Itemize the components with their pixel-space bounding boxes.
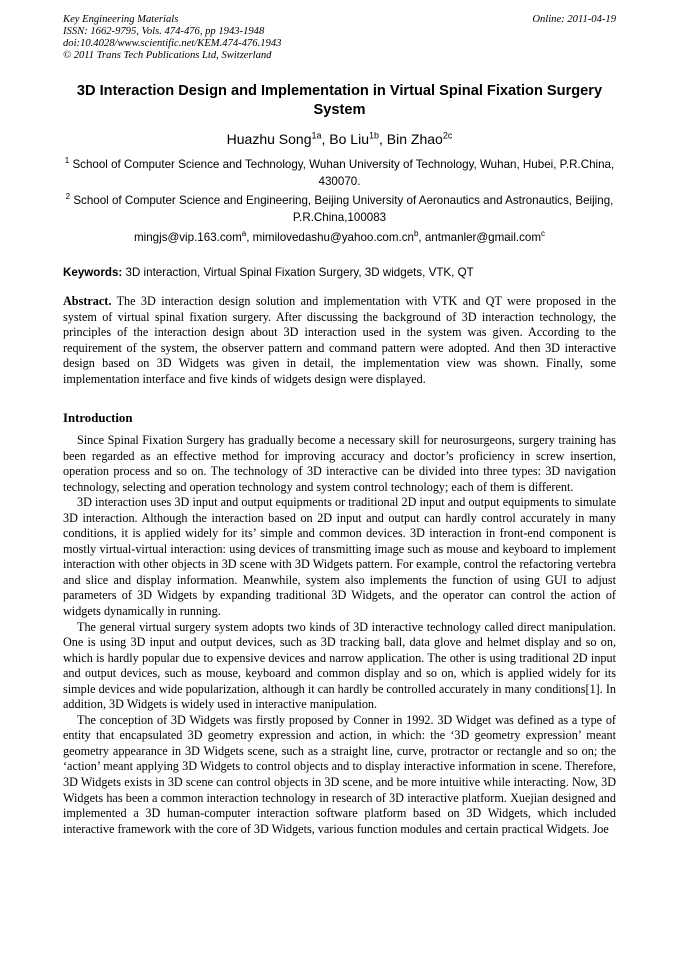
paragraph: 3D interaction uses 3D input and output equipments or traditional 2D input and output equipments to simulate 3D interaction. Although the interaction based on 2D input and output can hardly control accurately in many conditions, it is applied widely for its’ simple and common devices. 3D interaction in front-end component is mostly virtual-virtual interaction: using devices of transmitting image such as mouse and keyboard to implement interaction with other objects in 3D scene with 3D Widgets pattern. For example, control the refactoring vertebra and slice and display information. Meanwhile, system also implements the function of using GUI to adjust parameters of 3D Widgets by expanding traditional 3D Widgets, and the operator can control the action of widgets dynamically in running. — [63, 495, 616, 619]
email-mark: a — [241, 229, 247, 239]
author-separator: , — [321, 131, 330, 147]
author-affiliation-mark: 2c — [442, 130, 453, 141]
email-link[interactable]: antmanler@gmail.com — [424, 231, 542, 244]
affiliation-text: School of Computer Science and Engineering, Beijing University of Aeronautics and Astronautics, Beijing, P.R.China,100083 — [73, 194, 614, 224]
abstract-label: Abstract. — [63, 294, 112, 308]
journal-doi: doi:10.4028/www.scientific.net/KEM.474-476.1943 — [63, 38, 282, 49]
email-link[interactable]: mimilovedashu@yahoo.com.cn — [252, 231, 414, 244]
affiliation-number: 2 — [65, 192, 71, 202]
abstract — [63, 294, 616, 388]
email-separator: , — [246, 231, 253, 244]
journal-header — [63, 14, 616, 62]
paragraph: The conception of 3D Widgets was firstly proposed by Conner in 1992. 3D Widget was defined as a type of entity that encapsulated 3D geometry expression and action, in which: the ‘3D geometry expression’ meant geometry appearance in 3D Widgets scene, such as a straight line, curve, protractor or rectangle and so on; the ‘action’ meant applying 3D Widgets to control objects and to display interactive information in scene. Therefore, 3D Widgets exists in 3D scene can control objects in 3D scene, and be more intuitive while interacting. Now, 3D Widgets has been a common interaction technology in research of 3D interactive platform. Xuejian designed and implemented a 3D human-computer interaction software platform based on 3D Widgets, which included interactive framework with the core of 3D Widgets, various function modules and certain practical Widgets. Joe — [63, 712, 616, 836]
author-separator: , — [379, 131, 387, 147]
paragraph: The general virtual surgery system adopts two kinds of 3D interactive technology called direct manipulation. One is using 3D input and output devices, such as 3D tracking ball, data glove and helmet display and so on, which is hardly popular due to expensive devices and narrow application. The other is using traditional 2D input and output devices, such as mouse, keyboard and common display and so on, which is applied widely for its simple devices and wide popularization, although it can hardly be controlled accurately in many conditions[1]. In addition, 3D Widgets is widely used in interactive manipulation. — [63, 619, 616, 712]
journal-copyright: © 2011 Trans Tech Publications Ltd, Switzerland — [63, 50, 272, 61]
email-mark: b — [413, 229, 419, 239]
email-link[interactable]: mingjs@vip.163.com — [133, 231, 242, 244]
email-list — [63, 229, 616, 246]
keywords — [63, 264, 616, 281]
keywords-text: 3D interaction, Virtual Spinal Fixation Surgery, 3D widgets, VTK, QT — [125, 266, 474, 279]
affiliation-text: School of Computer Science and Technology, Wuhan University of Technology, Wuhan, Hubei, P.R.China, 430070. — [72, 158, 615, 188]
journal-issn: ISSN: 1662-9795, Vols. 474-476, pp 1943-1948 — [63, 26, 265, 37]
email-mark: c — [541, 229, 546, 239]
author-name: Bin Zhao — [386, 131, 443, 147]
abstract-text: The 3D interaction design solution and implementation with VTK and QT were proposed in the system of virtual spinal fixation surgery. After discussing the background of 3D interaction technology, the principles of the interaction design about 3D interaction used in the system was given. According to the requirement of the system, the observer pattern and command pattern were adopted. And then 3D interactive design based on 3D Widgets was given in detail, the implementation view was shown. Finally, some implementation interface and five kinds of widgets design were displayed. — [63, 294, 616, 386]
section-heading: Introduction — [63, 411, 133, 425]
affiliation — [63, 156, 616, 190]
email-separator: , — [418, 231, 425, 244]
affiliation — [63, 192, 616, 226]
paper-title: 3D Interaction Design and Implementation in Virtual Spinal Fixation Surgery System — [76, 83, 603, 118]
author-name: Bo Liu — [329, 131, 369, 147]
author-affiliation-mark: 1a — [311, 130, 322, 141]
journal-name: Key Engineering Materials — [63, 14, 179, 25]
author-affiliation-mark: 1b — [368, 130, 379, 141]
paragraph: Since Spinal Fixation Surgery has gradually become a necessary skill for neurosurgeons, surgery training has been regarded as an effective method for improving accuracy and doctor’s proficiency in screw insertion, operation process and so on. The technology of 3D interactive can be divided into three types: 3D navigation technology, selecting and operation technology and system control technology; each of them is different. — [63, 433, 616, 494]
introduction-body — [63, 433, 616, 837]
author-list — [63, 130, 616, 148]
author-name: Huazhu Song — [226, 131, 312, 147]
online-date: Online: 2011-04-19 — [532, 14, 616, 25]
affiliation-number: 1 — [64, 156, 70, 166]
keywords-label: Keywords: — [63, 266, 123, 279]
